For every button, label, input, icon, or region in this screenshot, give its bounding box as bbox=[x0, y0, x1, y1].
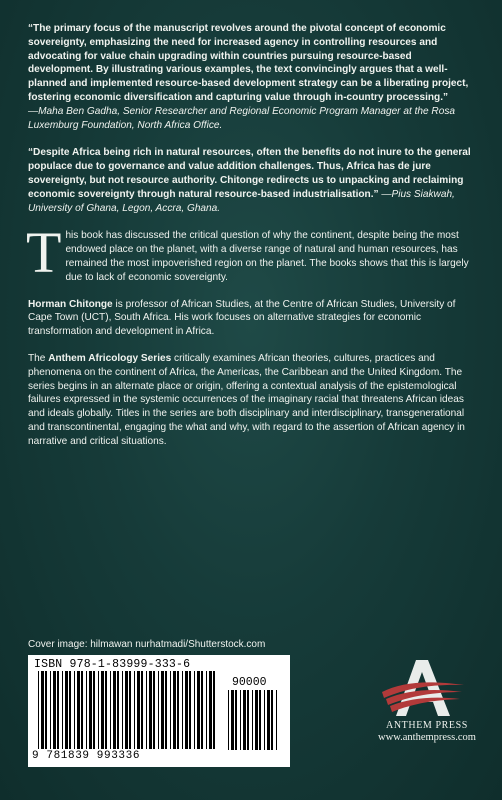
description-text: his book has discussed the critical question of why the continent, despite being the most endowed place on the planet, with a diverse range of natural and human resources, has remained the most impoverished region on the planet. The books shows that this is largely due to lack of economic sovereignty. bbox=[65, 230, 469, 283]
back-cover-text bbox=[28, 22, 476, 462]
author-name: Horman Chitonge bbox=[28, 298, 113, 310]
series-text: critically examines African theories, cultures, practices and phenomena on the continent of Africa, the Americas, the Caribbean and the United Kingdom. The series begins in an alternate place or origin, offering a contextual analysis of the epistemological failures expressed in the systemic occurrences of the imaginary racial that threatens African ideas and ideals globally. Titles in the series are both disciplinary and interdisciplinary, transgenerational and transcontinental, engaging the what and why, with regard to the assertion of African agency in narrative and critical situations. bbox=[28, 352, 465, 447]
quote-attribution: —Pius Siakwah, University of Ghana, Legon, Accra, Ghana. bbox=[28, 188, 455, 214]
isbn-barcode bbox=[28, 655, 290, 767]
series-prefix: The bbox=[28, 352, 49, 364]
publisher-block bbox=[372, 720, 482, 743]
drop-cap: T bbox=[26, 220, 62, 286]
ean-digits: 9 781839 993336 bbox=[32, 750, 141, 762]
quote-text: “Despite Africa being rich in natural resources, often the benefits do not inure to the general populace due to governance and value addition challenges. Thus, Africa has de jure sovereignty, but not resource authority. Chitonge redirects us to unpacking and reclaiming economic sovereignty through natural resource-based industrialisation.” bbox=[28, 147, 471, 200]
addon-barcode-bars bbox=[228, 690, 278, 750]
series-name: Anthem Africology Series bbox=[48, 352, 172, 364]
anthem-a-logo-icon bbox=[372, 652, 472, 722]
ean-barcode-bars bbox=[38, 671, 216, 749]
publisher-name: ANTHEM PRESS bbox=[386, 720, 468, 731]
quote-attribution: —Maha Ben Gadha, Senior Researcher and Regional Economic Program Manager at the Rosa Luxemburg Foundation, North Africa Office. bbox=[28, 105, 455, 131]
endorsement-quote-2 bbox=[28, 146, 476, 215]
publisher-url: www.anthempress.com bbox=[378, 732, 476, 743]
endorsement-quote-1 bbox=[28, 22, 476, 132]
price-code: 90000 bbox=[232, 676, 267, 689]
book-description bbox=[26, 220, 476, 286]
series-description bbox=[28, 352, 476, 449]
author-bio-text: is professor of African Studies, at the Centre of African Studies, University of Cape Town (UCT), South Africa. His work focuses on alternative strategies for economic transformation and development in Africa. bbox=[28, 298, 456, 338]
cover-image-credit: Cover image: hilmawan nurhatmadi/Shutterstock.com bbox=[28, 639, 266, 650]
author-bio bbox=[28, 298, 476, 339]
isbn-label: ISBN 978-1-83999-333-6 bbox=[34, 658, 191, 671]
quote-text: “The primary focus of the manuscript revolves around the pivotal concept of economic sovereignty, emphasizing the need for increased agency in controlling resources and advocating for value chain upgrading within countries pursuing resource-based development. By illustrating various examples, the text convincingly argues that a well-planned and implemented resource-based development strategy can be a liberating project, fostering economic diversification and capturing value through in-country processing.” bbox=[28, 23, 469, 103]
